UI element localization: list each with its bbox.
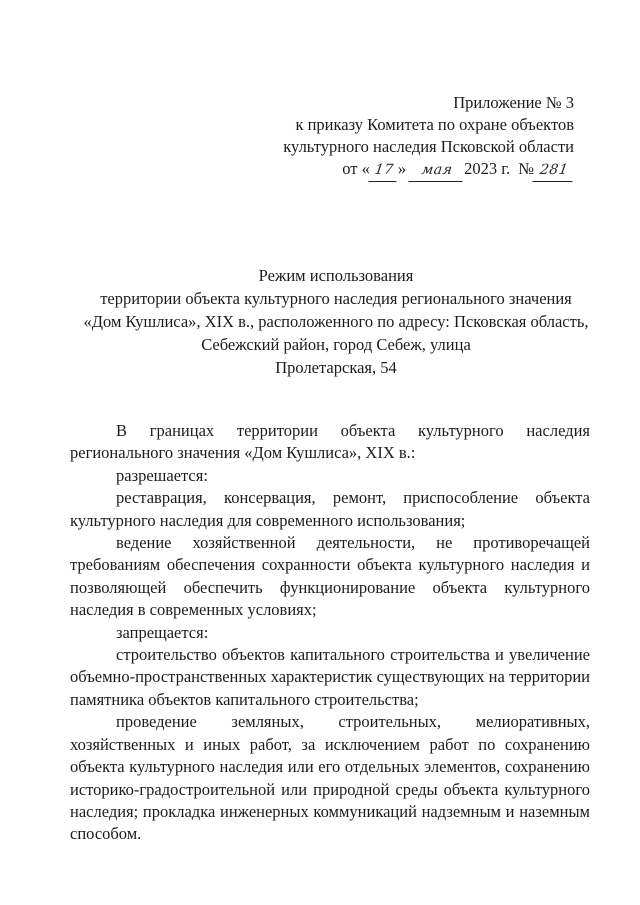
intro-paragraph: В границах территории объекта культурного наследия регионального значения «Дом Кушлиса», XIX в.: <box>70 421 590 463</box>
date-year: 2023 г. <box>464 159 511 178</box>
forbidden-label: запрещается: <box>116 622 209 642</box>
title-line-2: территории объекта культурного наследия регионального значения <box>100 289 572 308</box>
title-line-4: Себежский район, город Себеж, улица <box>201 335 471 354</box>
forbidden-item-1: строительство объектов капитального строительства и увеличение объемно-пространственных характеристик существующих на территории памятника объектов капитального строительства; <box>70 645 590 709</box>
document-title <box>56 264 616 379</box>
appendix-committee-line: культурного наследия Псковской области <box>283 137 574 156</box>
allowed-item-1: реставрация, консервация, ремонт, приспособление объекта культурного наследия для современного использования; <box>70 488 590 530</box>
forbidden-item-2: проведение земляных, строительных, мелиоративных, хозяйственных и иных работ, за исключением работ по сохранению объекта культурного наследия или его отдельных элементов, сохранению историко-градостроительной или природной среды объекта культурного наследия; прокладка инженерных коммуникаций надземным и наземным способом. <box>70 712 590 844</box>
date-prefix: от « <box>342 159 370 178</box>
document-body <box>70 420 590 846</box>
appendix-title: Приложение № 3 <box>453 93 574 112</box>
title-line-3: «Дом Кушлиса», XIX в., расположенного по адресу: Псковская область, <box>83 312 589 331</box>
order-number-handwritten: 281 <box>532 159 575 182</box>
appendix-header <box>283 92 574 182</box>
appendix-order-line: к приказу Комитета по охране объектов <box>295 115 574 134</box>
title-line-1: Режим использования <box>258 266 414 285</box>
appendix-date-line <box>283 158 574 182</box>
date-mid: » <box>397 159 407 178</box>
date-month-handwritten: мая <box>408 159 465 182</box>
allowed-item-2: ведение хозяйственной деятельности, не противоречащей требованиям обеспечения сохранности объекта культурного наследия и позволяющей обеспечить функционирование объекта культурного наследия в современных условиях; <box>70 533 590 620</box>
number-prefix: № <box>518 159 534 178</box>
date-day-handwritten: 17 <box>368 159 399 182</box>
allowed-label: разрешается: <box>116 465 208 485</box>
title-line-5: Пролетарская, 54 <box>275 358 397 377</box>
